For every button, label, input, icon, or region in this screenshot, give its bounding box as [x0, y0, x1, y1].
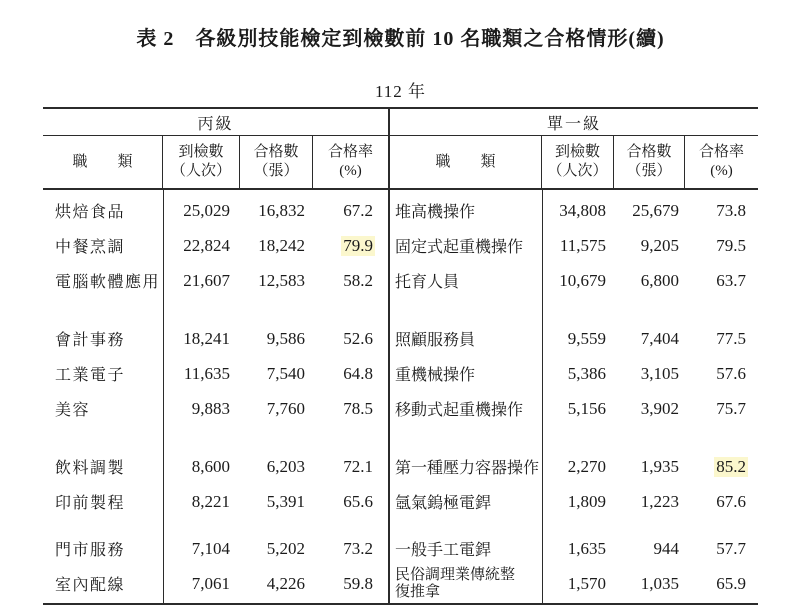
header-category: [390, 136, 542, 188]
header-examined-line2: （人次）: [547, 163, 608, 179]
table-row: [43, 531, 388, 566]
rate-cell: [685, 492, 758, 512]
row-group-gap: [43, 519, 388, 531]
rate-value: 79.5: [716, 235, 746, 255]
examined-cell: 11,575: [559, 235, 606, 255]
category-cell: 氬氣鎢極電銲: [395, 495, 492, 512]
examined-cell: 7,104: [191, 538, 230, 558]
table-row: [390, 449, 758, 484]
examined-cell: 8,600: [191, 456, 230, 476]
category-cell: 托育人員: [395, 274, 460, 291]
header-rate-line2: (%): [710, 163, 733, 179]
examined-cell: 1,570: [567, 573, 606, 593]
table-row: [43, 356, 388, 391]
header-passed-line1: 合格數: [626, 144, 672, 160]
examined-cell: 18,241: [183, 328, 230, 348]
section-single-grade: [388, 109, 758, 603]
row-group-gap: [390, 298, 758, 321]
header-rate-line2: (%): [339, 163, 362, 179]
passed-cell: 16,832: [258, 200, 305, 220]
table-body: [390, 190, 758, 603]
rate-value-highlighted: 85.2: [716, 456, 746, 476]
passed-cell: 7,760: [266, 398, 305, 418]
examined-cell: 10,679: [559, 270, 606, 290]
rate-cell: [313, 236, 388, 256]
examined-cell: 8,221: [191, 491, 230, 511]
header-passed-line1: 合格數: [253, 144, 299, 160]
rate-value: 75.7: [716, 398, 746, 418]
header-rate: [313, 136, 388, 188]
category-cell: 飲料調製: [55, 460, 126, 477]
rate-cell: [685, 236, 758, 256]
section-c-grade: [43, 109, 388, 603]
passed-cell: 12,583: [258, 270, 305, 290]
rate-cell: [685, 574, 758, 594]
passed-cell: 7,540: [266, 363, 305, 383]
rate-cell: [685, 539, 758, 559]
rate-value: 57.7: [716, 538, 746, 558]
rate-value: 73.2: [343, 538, 373, 558]
table-row: [43, 193, 388, 228]
table-title: 表 2 各級別技能檢定到檢數前 10 名職類之合格情形(續): [136, 28, 665, 50]
passed-cell: 1,935: [640, 456, 679, 476]
rate-value-highlighted: 79.9: [343, 235, 373, 255]
table-row: [43, 391, 388, 426]
table-row: [390, 193, 758, 228]
section-level-label: 單一級: [390, 109, 758, 136]
header-rate: [685, 136, 758, 188]
examined-cell: 22,824: [183, 235, 230, 255]
category-cell: 第一種壓力容器操作: [395, 460, 540, 477]
examined-cell: 5,156: [567, 398, 606, 418]
rate-cell: [685, 201, 758, 221]
rate-cell: [313, 457, 388, 477]
year-label: 112 年: [374, 82, 427, 101]
header-passed-line2: （張）: [626, 163, 672, 179]
passed-cell: 944: [653, 538, 679, 558]
examined-cell: 7,061: [191, 573, 230, 593]
header-passed: [614, 136, 685, 188]
passed-cell: 6,203: [266, 456, 305, 476]
examined-cell: 2,270: [567, 456, 606, 476]
category-cell: 門市服務: [55, 542, 126, 559]
table-row: [43, 263, 388, 298]
passed-cell: 18,242: [258, 235, 305, 255]
header-row: [390, 136, 758, 190]
table-row: [390, 531, 758, 566]
examined-cell: 34,808: [559, 200, 606, 220]
rate-value: 59.8: [343, 573, 373, 593]
document-page: [43, 0, 758, 605]
section-level-label: 丙級: [43, 109, 388, 136]
passed-cell: 9,586: [266, 328, 305, 348]
category-cell: 堆高機操作: [395, 204, 476, 221]
rate-cell: [313, 492, 388, 512]
passed-cell: 1,035: [640, 573, 679, 593]
passed-cell: 5,391: [266, 491, 305, 511]
passed-cell: 6,800: [640, 270, 679, 290]
category-cell: 工業電子: [55, 367, 126, 384]
rate-cell: [685, 399, 758, 419]
rate-value: 58.2: [343, 270, 373, 290]
rate-cell: [313, 329, 388, 349]
table-row: [43, 566, 388, 601]
rate-value: 67.2: [343, 200, 373, 220]
rate-value: 63.7: [716, 270, 746, 290]
category-cell: 烘焙食品: [55, 204, 126, 221]
table-row: [43, 321, 388, 356]
rate-value: 73.8: [716, 200, 746, 220]
category-cell: 中餐烹調: [55, 239, 126, 256]
rate-value: 64.8: [343, 363, 373, 383]
table-row: [390, 263, 758, 298]
category-cell: 室內配線: [55, 577, 126, 594]
row-group-gap: [43, 298, 388, 321]
rate-cell: [685, 457, 758, 477]
rate-value: 65.6: [343, 491, 373, 511]
header-examined: [542, 136, 614, 188]
header-examined: [163, 136, 240, 188]
row-group-gap: [390, 519, 758, 531]
table-body: [43, 190, 388, 603]
table-row: [390, 391, 758, 426]
examined-cell: 25,029: [183, 200, 230, 220]
category-cell: 會計事務: [55, 332, 126, 349]
category-cell: 民俗調理業傳統整復推拿: [395, 566, 516, 600]
examined-cell: 1,635: [567, 538, 606, 558]
rate-value: 67.6: [716, 491, 746, 511]
row-group-gap: [43, 426, 388, 449]
passed-cell: 7,404: [640, 328, 679, 348]
row-group-gap: [390, 426, 758, 449]
rate-value: 72.1: [343, 456, 373, 476]
category-cell: 美容: [55, 402, 91, 419]
passed-cell: 1,223: [640, 491, 679, 511]
rate-value: 52.6: [343, 328, 373, 348]
header-category-label: 職 類: [435, 153, 496, 170]
rate-cell: [313, 399, 388, 419]
table-row: [43, 228, 388, 263]
passed-cell: 25,679: [632, 200, 679, 220]
passed-cell: 4,226: [266, 573, 305, 593]
category-cell: 電腦軟體應用: [55, 274, 161, 291]
rate-value: 57.6: [716, 363, 746, 383]
rate-value: 78.5: [343, 398, 373, 418]
table-row: [390, 356, 758, 391]
header-category-label: 職 類: [72, 153, 133, 170]
table-row: [390, 566, 758, 601]
rate-cell: [313, 201, 388, 221]
table-row: [390, 484, 758, 519]
table-row: [390, 228, 758, 263]
examined-cell: 21,607: [183, 270, 230, 290]
examined-cell: 9,559: [567, 328, 606, 348]
header-passed: [240, 136, 313, 188]
category-cell: 印前製程: [55, 495, 126, 512]
table-row: [43, 449, 388, 484]
table-row: [390, 321, 758, 356]
rate-value: 77.5: [716, 328, 746, 348]
examined-cell: 1,809: [567, 491, 606, 511]
category-cell: 重機械操作: [395, 367, 476, 384]
category-cell: 固定式起重機操作: [395, 239, 524, 256]
rate-cell: [685, 364, 758, 384]
header-rate-line1: 合格率: [327, 144, 373, 160]
rate-cell: [313, 574, 388, 594]
header-examined-line1: 到檢數: [554, 144, 600, 160]
rate-cell: [685, 271, 758, 291]
header-passed-line2: （張）: [253, 163, 299, 179]
passed-cell: 5,202: [266, 538, 305, 558]
category-cell: 照顧服務員: [395, 332, 476, 349]
rate-cell: [313, 271, 388, 291]
header-row: [43, 136, 388, 190]
category-cell: 一般手工電銲: [395, 542, 492, 559]
certification-table: [43, 107, 758, 605]
rate-cell: [313, 539, 388, 559]
rate-value: 65.9: [716, 573, 746, 593]
rate-cell: [313, 364, 388, 384]
passed-cell: 9,205: [640, 235, 679, 255]
passed-cell: 3,105: [640, 363, 679, 383]
header-examined-line1: 到檢數: [178, 144, 224, 160]
examined-cell: 5,386: [567, 363, 606, 383]
table-row: [43, 484, 388, 519]
category-cell: 移動式起重機操作: [395, 402, 524, 419]
passed-cell: 3,902: [640, 398, 679, 418]
header-category: [43, 136, 163, 188]
rate-cell: [685, 329, 758, 349]
header-rate-line1: 合格率: [698, 144, 744, 160]
examined-cell: 11,635: [183, 363, 230, 383]
examined-cell: 9,883: [191, 398, 230, 418]
header-examined-line2: （人次）: [170, 163, 231, 179]
